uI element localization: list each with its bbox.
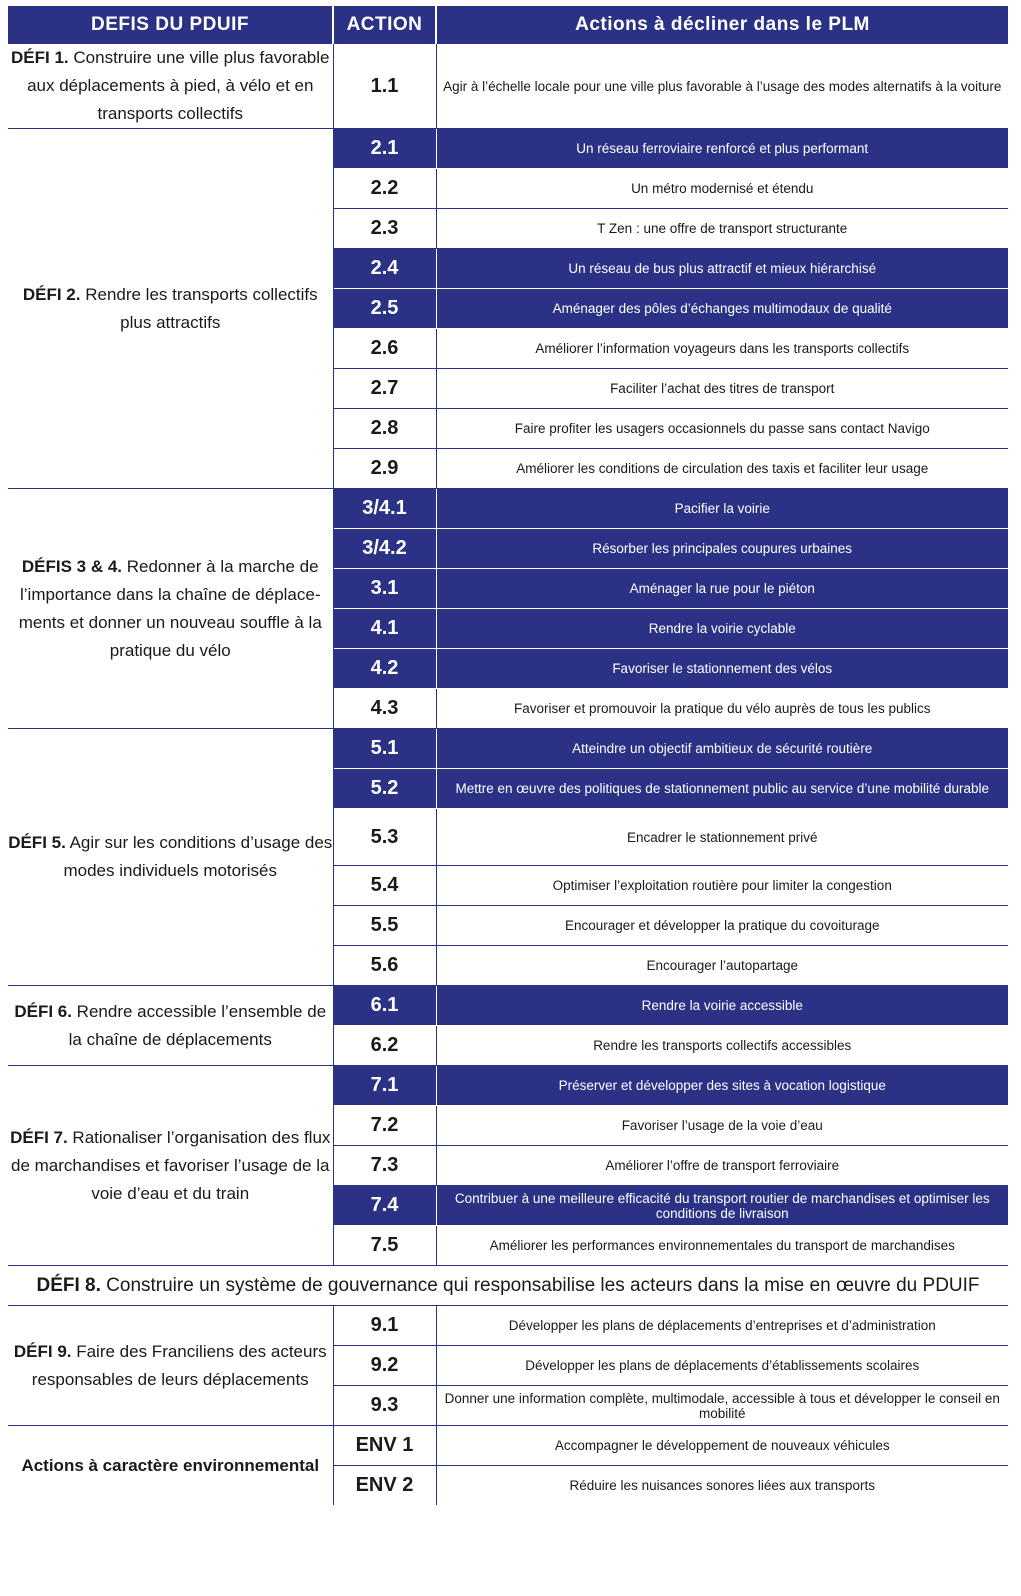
table-row — [8, 1426, 1008, 1466]
defi-lead: DÉFI 7. — [10, 1127, 68, 1147]
action-text: Aménager la rue pour le piéton — [436, 569, 1008, 609]
header-action: ACTION — [333, 6, 436, 44]
action-text: Accompagner le développement de nouveaux véhicules — [436, 1426, 1008, 1466]
action-number: 9.3 — [333, 1386, 436, 1426]
action-number: ENV 2 — [333, 1466, 436, 1506]
action-text: Un réseau ferroviaire renforcé et plus performant — [436, 129, 1008, 169]
action-text: Réduire les nuisances sonores liées aux transports — [569, 1478, 875, 1493]
defi-text: Rendre accessible l’ensemble de la chaîne de déplacements — [68, 1001, 327, 1049]
table-row — [8, 729, 1008, 769]
header-actions-plm: Actions à décliner dans le PLM — [436, 6, 1008, 44]
action-text: Faciliter l’achat des titres de transport — [436, 369, 1008, 409]
action-text: Pacifier la voirie — [436, 489, 1008, 529]
action-number: 7.4 — [333, 1186, 436, 1226]
defi-lead: DÉFI 9. — [13, 1341, 72, 1361]
action-text: Atteindre un objectif ambitieux de sécurité routière — [436, 729, 1008, 769]
defi-lead: DÉFI 8. — [36, 1274, 101, 1296]
defi-7-cell — [8, 1066, 333, 1266]
action-text: Favoriser l’usage de la voie d’eau — [436, 1106, 1008, 1146]
action-text: Développer les plans de déplacements d’entreprises et d’administration — [436, 1306, 1008, 1346]
defi-text: Rendre les transports collectifs plus attractifs — [80, 284, 318, 332]
action-number: 4.3 — [333, 689, 436, 729]
defi-3-4-cell — [8, 489, 333, 729]
action-text: Améliorer l’information voyageurs dans les transports collectifs — [436, 329, 1008, 369]
action-number: 2.3 — [333, 209, 436, 249]
action-number: 2.1 — [333, 129, 436, 169]
table-header-row — [8, 6, 1008, 44]
action-text: Préserver et développer des sites à vocation logistique — [436, 1066, 1008, 1106]
action-text: Résorber les principales coupures urbaines — [436, 529, 1008, 569]
defi-6-cell — [8, 986, 333, 1066]
action-text: Optimiser l’exploitation routière pour limiter la congestion — [436, 866, 1008, 906]
defi-2-cell — [8, 129, 333, 489]
defi-lead: DÉFI 2. — [22, 284, 81, 304]
action-number: 4.2 — [333, 649, 436, 689]
action-text: Rendre la voirie accessible — [436, 986, 1008, 1026]
action-text: Un métro modernisé et étendu — [436, 169, 1008, 209]
defi-text: Agir sur les conditions d’usage des modes individuels motorisés — [63, 833, 333, 880]
action-number: 5.1 — [333, 729, 436, 769]
defi-9-cell — [8, 1306, 333, 1426]
action-text: Encadrer le stationnement privé — [436, 809, 1008, 866]
action-text: Aménager des pôles d’échanges multimodaux de qualité — [436, 289, 1008, 329]
action-number: 7.5 — [333, 1226, 436, 1266]
action-number: 5.5 — [333, 906, 436, 946]
action-number: 5.4 — [333, 866, 436, 906]
env-cell — [8, 1426, 333, 1506]
action-number: 7.3 — [333, 1146, 436, 1186]
defi-text: Redonner à la marche de l’importance dans la chaîne de déplace-ments et donner un nouveau souffle à la pratique du vélo — [18, 556, 322, 660]
action-number: 9.2 — [333, 1346, 436, 1386]
action-text: Encourager et développer la pratique du covoiturage — [436, 906, 1008, 946]
action-number: 5.6 — [333, 946, 436, 986]
table-row — [8, 129, 1008, 169]
defi-lead: Actions à caractère environnemental — [21, 1455, 320, 1475]
action-text: Améliorer les performances environnementales du transport de marchandises — [436, 1226, 1008, 1266]
action-number: 4.1 — [333, 609, 436, 649]
action-number: 9.1 — [333, 1306, 436, 1346]
action-text: Rendre la voirie cyclable — [436, 609, 1008, 649]
defi-text: Rationaliser l’organisation des flux de marchandises et favoriser l’usage de la voie d’eau et du train — [11, 1127, 331, 1203]
action-text: Améliorer l’offre de transport ferroviaire — [436, 1146, 1008, 1186]
action-number: 6.2 — [333, 1026, 436, 1066]
defi-lead: DÉFIS 3 & 4. — [21, 556, 123, 576]
action-number: ENV 1 — [333, 1426, 436, 1466]
action-text: T Zen : une offre de transport structurante — [436, 209, 1008, 249]
action-text: Mettre en œuvre des politiques de stationnement public au service d’une mobilité durable — [436, 769, 1008, 809]
defi-8-cell — [8, 1266, 1008, 1306]
defi-text: Faire des Franciliens des acteurs responsables de leurs déplacements — [31, 1341, 327, 1389]
action-number: 2.2 — [333, 169, 436, 209]
action-text: Améliorer les conditions de circulation des taxis et faciliter leur usage — [436, 449, 1008, 489]
table-row — [8, 1066, 1008, 1106]
action-number: 2.4 — [333, 249, 436, 289]
action-number: 3.1 — [333, 569, 436, 609]
pduif-actions-table — [8, 6, 1008, 1505]
action-text: Rendre les transports collectifs accessibles — [436, 1026, 1008, 1066]
defi-5-cell — [8, 729, 333, 986]
action-text: Contribuer à une meilleure efficacité du transport routier de marchandises et optimiser les conditions de livraison — [436, 1186, 1008, 1226]
defi-text: Construire une ville plus favorable aux déplacements à pied, à vélo et en transports collectifs — [27, 48, 330, 123]
action-text: Agir à l’échelle locale pour une ville plus favorable à l’usage des modes alternatifs à la voiture — [436, 44, 1008, 129]
action-number: 3/4.2 — [333, 529, 436, 569]
defi-lead: DÉFI 5. — [8, 833, 66, 852]
action-number: 2.6 — [333, 329, 436, 369]
action-number: 7.2 — [333, 1106, 436, 1146]
action-number: 2.7 — [333, 369, 436, 409]
action-number: 5.3 — [333, 809, 436, 866]
defi-lead: DÉFI 6. — [14, 1001, 72, 1021]
table-row — [8, 986, 1008, 1026]
action-number: 2.9 — [333, 449, 436, 489]
header-defis: DEFIS DU PDUIF — [8, 6, 333, 44]
action-number: 5.2 — [333, 769, 436, 809]
table-row — [8, 1266, 1008, 1306]
action-number: 2.5 — [333, 289, 436, 329]
action-text: Développer les plans de déplacements d’établissements scolaires — [436, 1346, 1008, 1386]
action-text: Favoriser le stationnement des vélos — [436, 649, 1008, 689]
table-row — [8, 489, 1008, 529]
table-row — [8, 44, 1008, 129]
table-row — [8, 1306, 1008, 1346]
action-number: 3/4.1 — [333, 489, 436, 529]
defi-lead: DÉFI 1. — [11, 48, 69, 67]
action-text: Un réseau de bus plus attractif et mieux hiérarchisé — [436, 249, 1008, 289]
action-text: Faire profiter les usagers occasionnels du passe sans contact Navigo — [436, 409, 1008, 449]
action-number: 6.1 — [333, 986, 436, 1026]
action-text: Encourager l’autopartage — [436, 946, 1008, 986]
action-text: Donner une information complète, multimodale, accessible à tous et développer le conseil en mobilité — [436, 1386, 1008, 1426]
action-text: Favoriser et promouvoir la pratique du vélo auprès de tous les publics — [436, 689, 1008, 729]
defi-text: Construire un système de gouvernance qui responsabilise les acteurs dans la mise en œuvre du PDUIF — [100, 1274, 980, 1296]
action-number: 7.1 — [333, 1066, 436, 1106]
defi-1-cell — [8, 44, 333, 129]
action-number: 2.8 — [333, 409, 436, 449]
action-number: 1.1 — [333, 44, 436, 129]
